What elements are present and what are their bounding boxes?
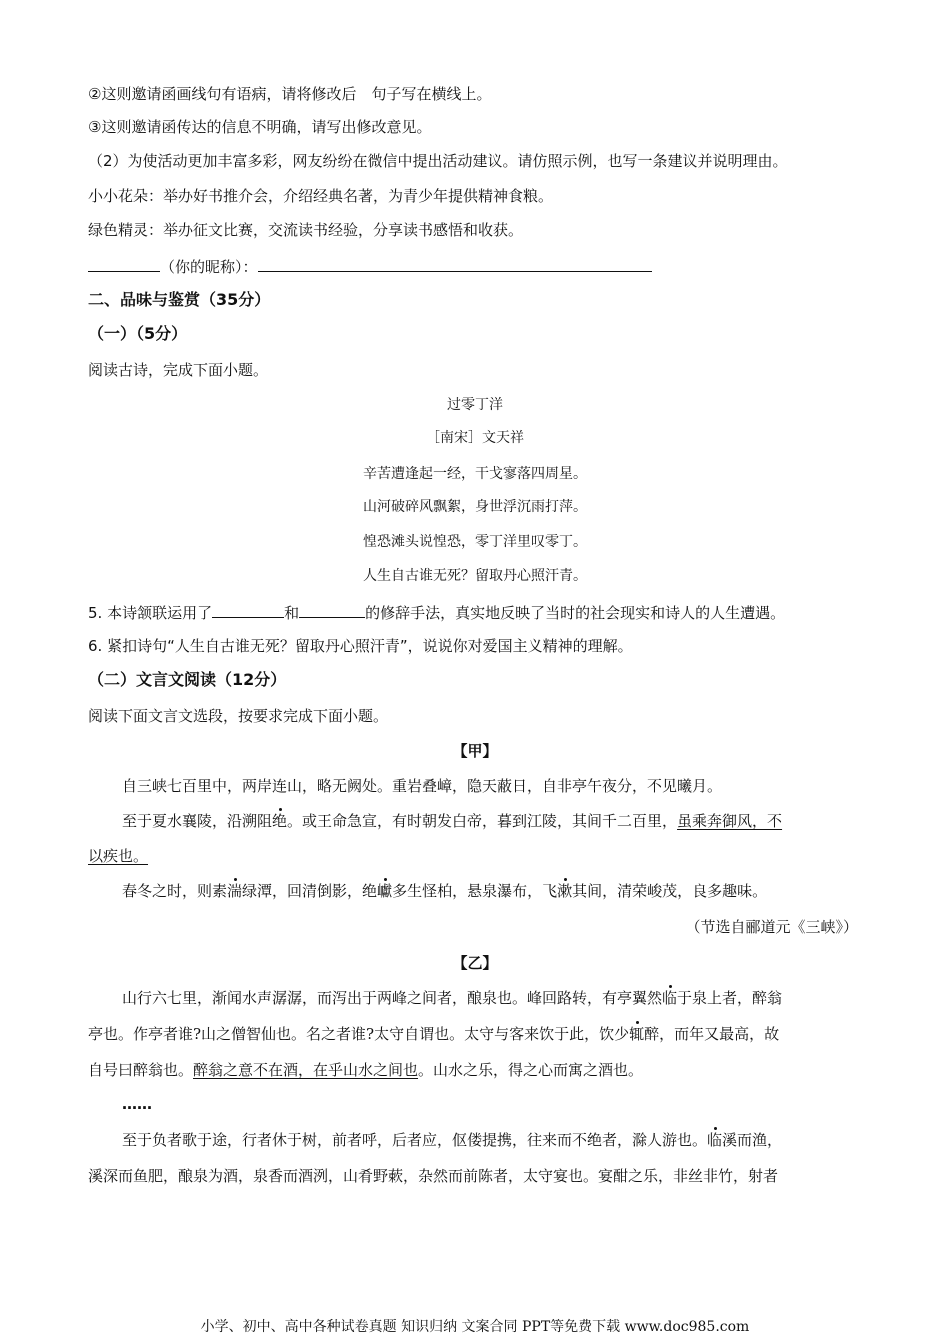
subsection-1-intro: 阅读古诗，完成下面小题。 <box>88 361 269 379</box>
nickname-blank[interactable] <box>88 256 160 272</box>
emphasized-char: 临 <box>707 1131 723 1149</box>
emphasized-char: 绝 <box>272 812 288 830</box>
passage-yi-line-3 <box>88 1060 643 1080</box>
question-5-blank-2[interactable] <box>299 602 365 618</box>
example-suggestion-1: 小小花朵：举办好书推介会，介绍经典名著，为青少年提供精神食粮。 <box>88 187 554 205</box>
underlined-sentence: 醉翁之意不在酒，在乎山水之间也 <box>193 1061 419 1079</box>
poem-line-4: 人生自古谁无死？留取丹心照汗青。 <box>363 568 587 584</box>
emphasized-char: 漱 <box>557 882 573 900</box>
question-5-part-c: 的修辞手法，真实地反映了当时的社会现实和诗人的人生遭遇。 <box>365 604 786 622</box>
passage-jia-paragraph-2 <box>122 811 782 831</box>
passage-jia-paragraph-2-cont <box>88 846 148 866</box>
text-run: 自号曰醉翁也。 <box>88 1061 194 1079</box>
q4-part-2: （2）为使活动更加丰富多彩，网友纷纷在微信中提出活动建议。请仿照示例，也写一条建议并说明理由。 <box>88 152 788 170</box>
emphasized-char: 临 <box>662 989 678 1007</box>
subsection-2-intro: 阅读下面文言文选段，按要求完成下面小题。 <box>88 707 389 725</box>
passage-jia-label: 【甲】 <box>452 742 498 760</box>
text-run: 山行六七里，渐闻水声潺潺，而泻出于两峰之间者，酿泉也。峰回路转，有亭翼然 <box>122 989 663 1007</box>
poem-line-3: 惶恐滩头说惶恐，零丁洋里叹零丁。 <box>363 534 587 550</box>
nickname-answer-line <box>88 256 652 277</box>
emphasized-char: 巘 <box>377 882 393 900</box>
passage-jia-paragraph-1: 自三峡七百里中，两岸连山，略无阙处。重岩叠嶂，隐天蔽日，自非亭午夜分，不见曦月。 <box>122 777 723 795</box>
passage-yi-line-5: 溪深而鱼肥，酿泉为酒，泉香而酒洌，山肴野蔌，杂然而前陈者，太守宴也。宴酣之乐，非丝非竹，射者 <box>88 1167 779 1185</box>
passage-jia-source: （节选自郦道元《三峡》） <box>685 918 858 936</box>
subsection-1-title: （一）（5分） <box>88 324 188 343</box>
text-run: 绿潭，回清倒影，绝 <box>242 882 378 900</box>
nickname-label: （你的昵称）： <box>160 258 258 276</box>
section-2-title: 二、品味与鉴赏（35分） <box>88 290 271 309</box>
q4-item-3: ③这则邀请函传达的信息不明确，请写出修改意见。 <box>88 118 432 136</box>
suggestion-blank[interactable] <box>258 256 652 272</box>
underlined-sentence-end: 以疾也。 <box>88 847 149 865</box>
text-run: 醉，而年又最高，故 <box>644 1025 780 1043</box>
text-run: 其间，清荣峻茂，良多趣味。 <box>572 882 768 900</box>
passage-yi-ellipsis: …… <box>122 1095 152 1113</box>
subsection-2-title: （二）文言文阅读（12分） <box>88 670 287 689</box>
question-5-part-a: 5. 本诗颔联运用了 <box>88 604 213 622</box>
poem-line-2: 山河破碎风飘絮，身世浮沉雨打萍。 <box>363 499 587 515</box>
page-footer: 小学、初中、高中各种试卷真题 知识归纳 文案合同 PPT等免费下载 www.doc985.com <box>200 1319 750 1335</box>
passage-yi-line-4 <box>122 1130 782 1150</box>
text-run: 春冬之时，则素 <box>122 882 228 900</box>
example-suggestion-2: 绿色精灵：举办征文比赛，交流读书经验，分享读书感悟和收获。 <box>88 221 524 239</box>
q4-item-2: ②这则邀请函画线句有语病，请将修改后 句子写在横线上。 <box>88 85 492 103</box>
text-run: 多生怪柏，悬泉瀑布，飞 <box>392 882 558 900</box>
poem-author: ［南宋］文天祥 <box>426 430 524 446</box>
emphasized-char: 辄 <box>629 1025 645 1043</box>
passage-jia-paragraph-3 <box>122 881 767 901</box>
question-5-blank-1[interactable] <box>212 602 284 618</box>
text-run: 于泉上者，醉翁 <box>677 989 783 1007</box>
poem-line-1: 辛苦遭逢起一经，干戈寥落四周星。 <box>363 466 587 482</box>
question-6: 6. 紧扣诗句“人生自古谁无死？留取丹心照汗青”，说说你对爱国主义精神的理解。 <box>88 637 633 655</box>
poem-title: 过零丁洋 <box>447 397 503 413</box>
text-run: 。或王命急宣，有时朝发白帝，暮到江陵，其间千二百里， <box>287 812 678 830</box>
passage-yi-line-2 <box>88 1024 779 1044</box>
passage-yi-line-1 <box>122 988 782 1008</box>
text-run: 亭也。作亭者谁?山之僧智仙也。名之者谁?太守自谓也。太守与客来饮于此，饮少 <box>88 1025 630 1043</box>
question-5 <box>88 602 785 623</box>
underlined-sentence: 虽乘奔御风，不 <box>677 812 783 830</box>
text-run: 至于负者歌于途，行者休于树，前者呼，后者应，伛偻提携，往来而不绝者，滁人游也。 <box>122 1131 708 1149</box>
question-5-part-b: 和 <box>284 604 300 622</box>
text-run: 。山水之乐，得之心而寓之酒也。 <box>418 1061 644 1079</box>
emphasized-char: 湍 <box>227 882 243 900</box>
text-run: 至于夏水襄陵，沿溯阻 <box>122 812 273 830</box>
passage-yi-label: 【乙】 <box>452 954 498 972</box>
text-run: 溪而渔， <box>722 1131 783 1149</box>
